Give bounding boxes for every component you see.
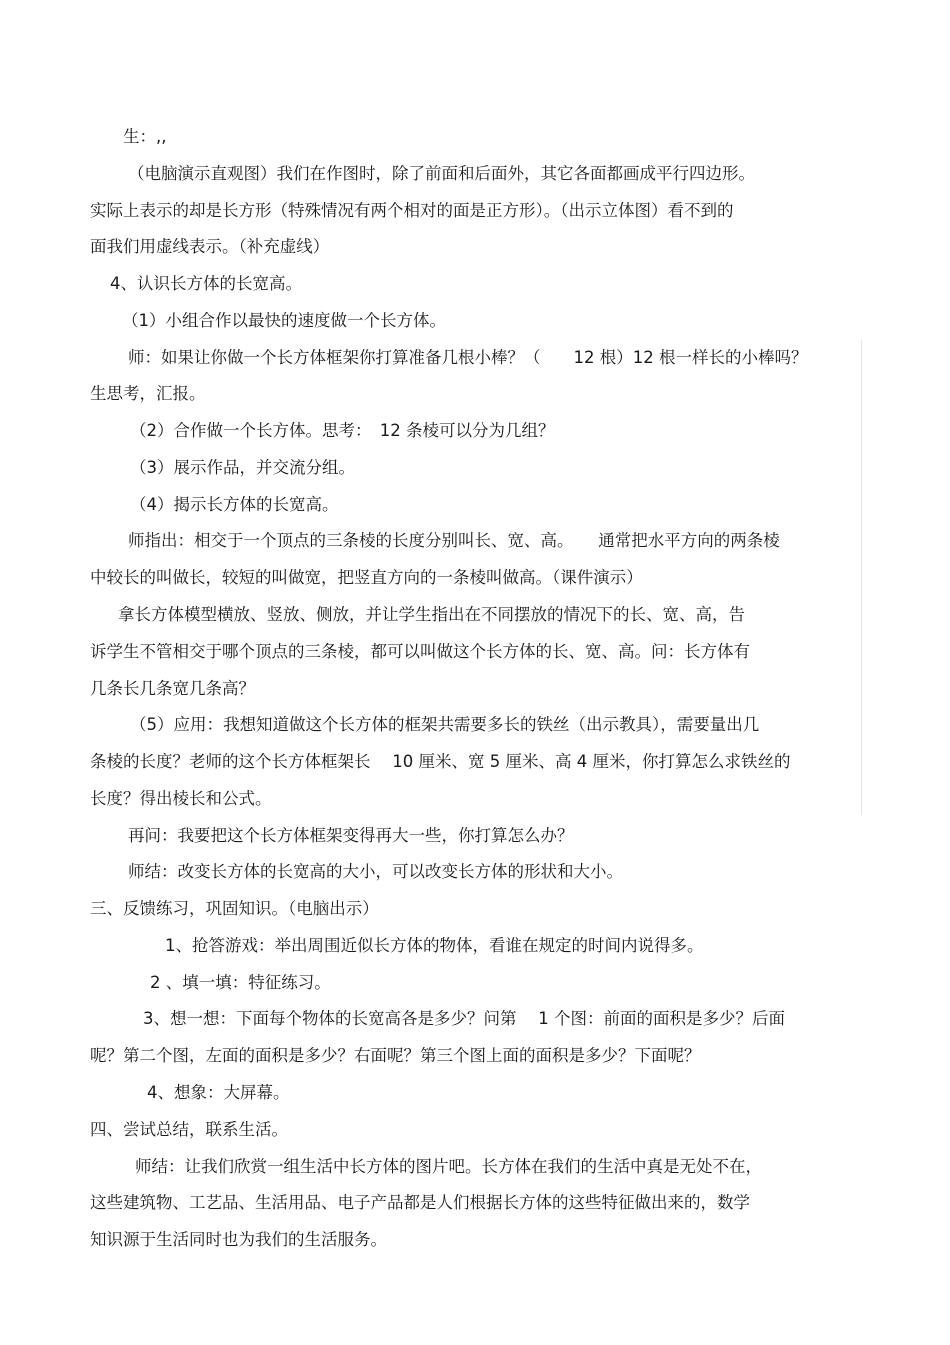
section-heading: 四、尝试总结，联系生活。	[90, 1120, 288, 1139]
text-line: 生：,,	[123, 127, 167, 146]
text-line: 生思考，汇报。	[90, 384, 206, 403]
text-line: 拿长方体模型横放、竖放、侧放，并让学生指出在不同摆放的情况下的长、宽、高，告	[118, 605, 745, 624]
list-item: 1、抢答游戏：举出周围近似长方体的物体，看谁在规定的时间内说得多。	[165, 936, 704, 955]
text-line: 师：如果让你做一个长方体框架你打算准备几根小棒？（ 12 根）12 根一样长的小棒吗？	[128, 348, 808, 367]
text-line: （1）小组合作以最快的速度做一个长方体。	[122, 311, 446, 330]
text-line: （电脑演示直观图）我们在作图时，除了前面和后面外，其它各面都画成平行四边形。	[128, 164, 755, 183]
list-item: 2 、填一填：特征练习。	[150, 973, 331, 992]
text-line: 条棱的长度？老师的这个长方体框架长 10 厘米、宽 5 厘米、高 4 厘米，你打算怎么求铁丝的	[90, 752, 791, 771]
text-line: 师结：让我们欣赏一组生活中长方体的图片吧。长方体在我们的生活中真是无处不在，	[135, 1157, 762, 1176]
text-line: 面我们用虚线表示。（补充虚线）	[90, 237, 330, 256]
margin-rule	[861, 340, 862, 815]
text-line: 实际上表示的却是长方形（特殊情况有两个相对的面是正方形）。（出示立体图）看不到的	[90, 201, 734, 220]
text-line: 几条长几条宽几条高？	[90, 679, 255, 698]
text-line: 中较长的叫做长，较短的叫做宽，把竖直方向的一条棱叫做高。（课件演示）	[90, 568, 643, 587]
text-line: 呢？第二个图，左面的面积是多少？右面呢？第三个图上面的面积是多少？下面呢？	[90, 1046, 701, 1065]
section-heading: 三、反馈练习，巩固知识。（电脑出示）	[90, 899, 379, 918]
text-line: 师指出：相交于一个顶点的三条棱的长度分别叫长、宽、高。 通常把水平方向的两条棱	[128, 531, 780, 550]
text-line: 再问：我要把这个长方体框架变得再大一些，你打算怎么办？	[128, 826, 574, 845]
list-item: 3、想一想：下面每个物体的长宽高各是多少？问第 1 个图：前面的面积是多少？后面	[143, 1009, 785, 1028]
text-line: （4）揭示长方体的长宽高。	[130, 495, 339, 514]
list-item: 4、想象：大屏幕。	[147, 1083, 290, 1102]
text-line: （5）应用：我想知道做这个长方体的框架共需要多长的铁丝（出示教具），需要量出几	[130, 715, 760, 734]
text-line: 知识源于生活同时也为我们的生活服务。	[90, 1230, 387, 1249]
text-line: 师结：改变长方体的长宽高的大小，可以改变长方体的形状和大小。	[128, 862, 623, 881]
text-line: 长度？得出棱长和公式。	[90, 789, 272, 808]
text-line: 诉学生不管相交于哪个顶点的三条棱，都可以叫做这个长方体的长、宽、高。问：长方体有	[90, 642, 750, 661]
text-line: （3）展示作品，并交流分组。	[130, 458, 355, 477]
text-line: 这些建筑物、工艺品、生活用品、电子产品都是人们根据长方体的这些特征做出来的，数学	[90, 1193, 750, 1212]
text-line: 4、认识长方体的长宽高。	[110, 274, 302, 293]
text-line: （2）合作做一个长方体。思考： 12 条棱可以分为几组？	[130, 421, 555, 440]
